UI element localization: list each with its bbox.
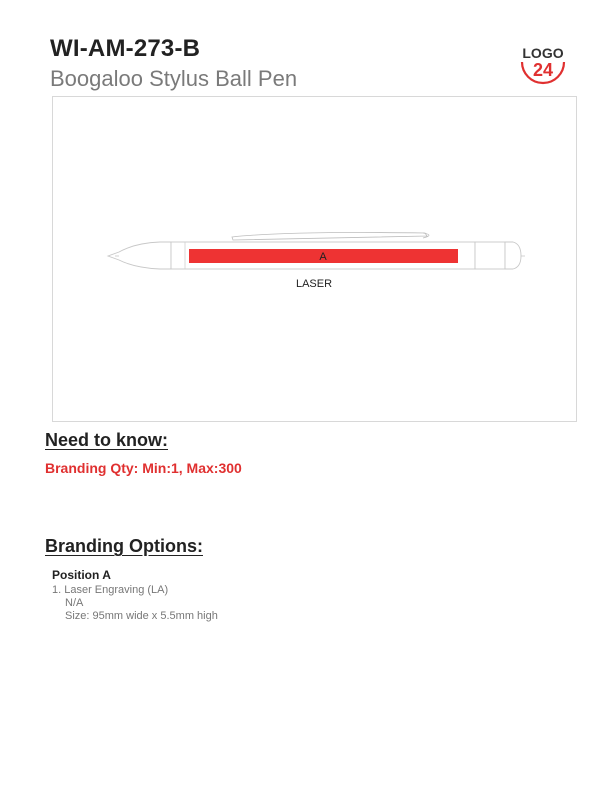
position-marker: A — [319, 251, 327, 263]
branding-options-heading: Branding Options: — [45, 536, 203, 556]
need-to-know-heading: Need to know: — [45, 430, 169, 450]
branding-option-note: N/A — [65, 597, 84, 609]
method-label: LASER — [295, 278, 333, 290]
product-name: Boogaloo Stylus Ball Pen — [50, 66, 298, 91]
branding-option-size: Size: 95mm wide x 5.5mm high — [65, 610, 218, 622]
logo24-mark — [516, 38, 570, 86]
pen-illustration — [105, 225, 530, 275]
logo-text-bottom: 24 — [532, 60, 554, 80]
branding-qty: Branding Qty: Min:1, Max:300 — [45, 460, 242, 476]
logo24-icon — [516, 38, 570, 86]
logo-text-top: LOGO — [522, 45, 564, 61]
product-sku: WI-AM-273-B — [50, 35, 201, 62]
position-title: Position A — [52, 568, 111, 582]
branding-option-item: 1. Laser Engraving (LA) — [52, 584, 169, 596]
